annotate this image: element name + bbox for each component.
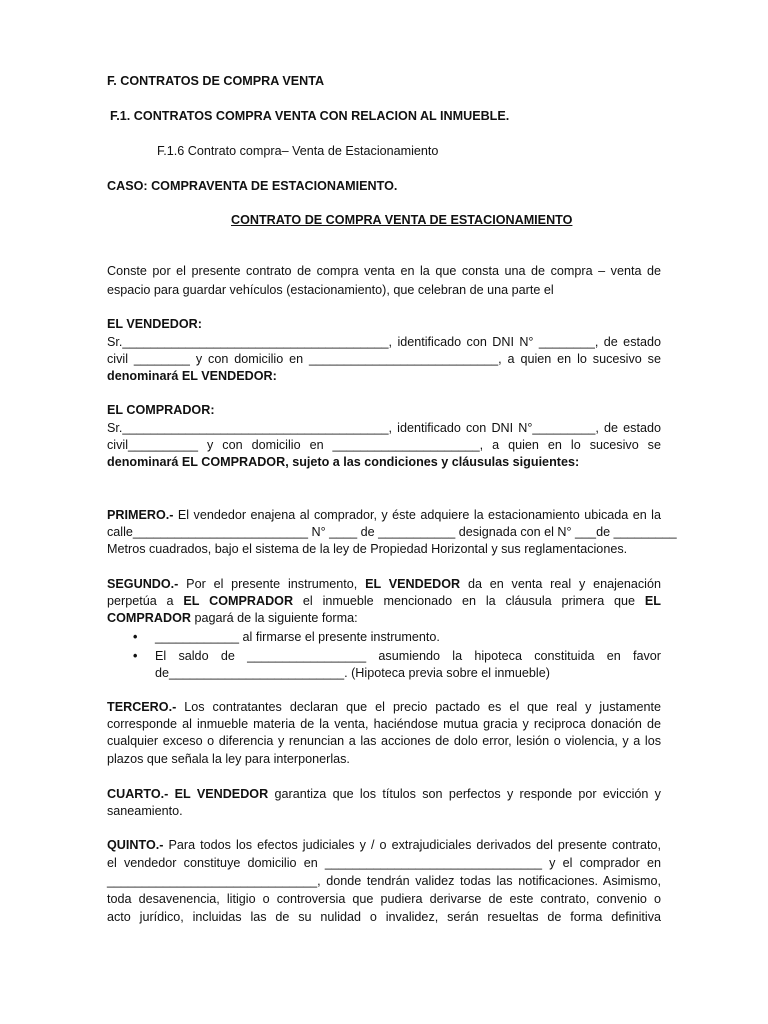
quinto-line: el vendedor constituye domicilio en _______________________________ y el comprador en — [107, 856, 661, 870]
bullet-item: de_________________________. (Hipoteca previa sobre el inmueble) — [155, 666, 550, 680]
primero-line: Metros cuadrados, bajo el sistema de la ley de Propiedad Horizontal y sus reglamentaciones. — [107, 542, 628, 556]
segundo-line: perpetúa a EL COMPRADOR el inmueble mencionado en la cláusula primera que EL — [107, 594, 661, 608]
comprador-line: civil__________ y con domicilio en _____________________, a quien en lo sucesivo se — [107, 438, 661, 452]
caso-heading: CASO: COMPRAVENTA DE ESTACIONAMIENTO. — [107, 179, 398, 193]
comprador-line: Sr.______________________________________, identificado con DNI N°_________, de estado — [107, 421, 661, 435]
tercero-label: TERCERO.- — [107, 700, 177, 714]
vendedor-line: denominará EL VENDEDOR: — [107, 369, 277, 383]
bullet-item: ____________ al firmarse el presente instrumento. — [155, 630, 440, 644]
segundo-line: COMPRADOR pagará de la siguiente forma: — [107, 611, 358, 625]
subsubsection-heading: F.1.6 Contrato compra– Venta de Estacionamiento — [157, 144, 439, 158]
contract-title: CONTRATO DE COMPRA VENTA DE ESTACIONAMIENTO — [231, 213, 573, 227]
segundo-label: SEGUNDO.- — [107, 577, 179, 591]
primero-line: PRIMERO.- El vendedor enajena al comprador, y éste adquiere la estacionamiento ubicada en la — [107, 508, 661, 522]
bullet-icon: • — [133, 630, 138, 644]
vendedor-line: civil ________ y con domicilio en ___________________________, a quien en lo sucesivo se — [107, 352, 661, 366]
comprador-line: denominará EL COMPRADOR, sujeto a las condiciones y cláusulas siguientes: — [107, 455, 580, 469]
intro-line: Conste por el presente contrato de compra venta en la que consta una de compra – venta de — [107, 264, 661, 278]
primero-label: PRIMERO.- — [107, 508, 174, 522]
tercero-line: TERCERO.- Los contratantes declaran que el precio pactado es el que real y justamente — [107, 700, 661, 714]
vendedor-label: EL VENDEDOR: — [107, 317, 202, 331]
bullet-icon: • — [133, 649, 138, 663]
cuarto-line: saneamiento. — [107, 804, 183, 818]
quinto-line: toda desavenencia, litigio o controversia que pudiera derivarse de este contrato, convenio o — [107, 892, 661, 906]
vendedor-line: Sr.______________________________________, identificado con DNI N° ________, de estado — [107, 335, 661, 349]
intro-line: espacio para guardar vehículos (estacionamiento), que celebran de una parte el — [107, 283, 554, 297]
cuarto-label: CUARTO.- — [107, 787, 169, 801]
cuarto-line: CUARTO.- EL VENDEDOR garantiza que los títulos son perfectos y responde por evicción y — [107, 787, 661, 801]
tercero-line: plazos que señala la ley para interponerlas. — [107, 752, 350, 766]
quinto-line: QUINTO.- Para todos los efectos judiciales y / o extrajudiciales derivados del presente contrato, — [107, 838, 661, 852]
subsection-heading: F.1. CONTRATOS COMPRA VENTA CON RELACION AL INMUEBLE. — [110, 109, 510, 123]
tercero-line: corresponde al inmueble materia de la venta, haciéndose mutua gracia y reciproca donación de — [107, 717, 661, 731]
quinto-line: acto jurídico, incluidas las de su nulidad o invalidez, serán resueltas de forma definitiva — [107, 910, 661, 924]
quinto-label: QUINTO.- — [107, 838, 164, 852]
section-heading: F. CONTRATOS DE COMPRA VENTA — [107, 74, 325, 88]
quinto-line: ______________________________, donde tendrán validez todas las notificaciones. Asimismo, — [107, 874, 661, 888]
tercero-line: cualquier exceso o diferencia y renuncian a las acciones de dolo error, lesión o violencia, y a los — [107, 734, 661, 748]
bullet-item: El saldo de _________________ asumiendo la hipoteca constituida en favor — [155, 649, 661, 663]
primero-line: calle_________________________ N° ____ de ___________ designada con el N° ___de _________ — [107, 525, 677, 539]
comprador-label: EL COMPRADOR: — [107, 403, 215, 417]
segundo-line: SEGUNDO.- Por el presente instrumento, EL VENDEDOR da en venta real y enajenación — [107, 577, 661, 591]
